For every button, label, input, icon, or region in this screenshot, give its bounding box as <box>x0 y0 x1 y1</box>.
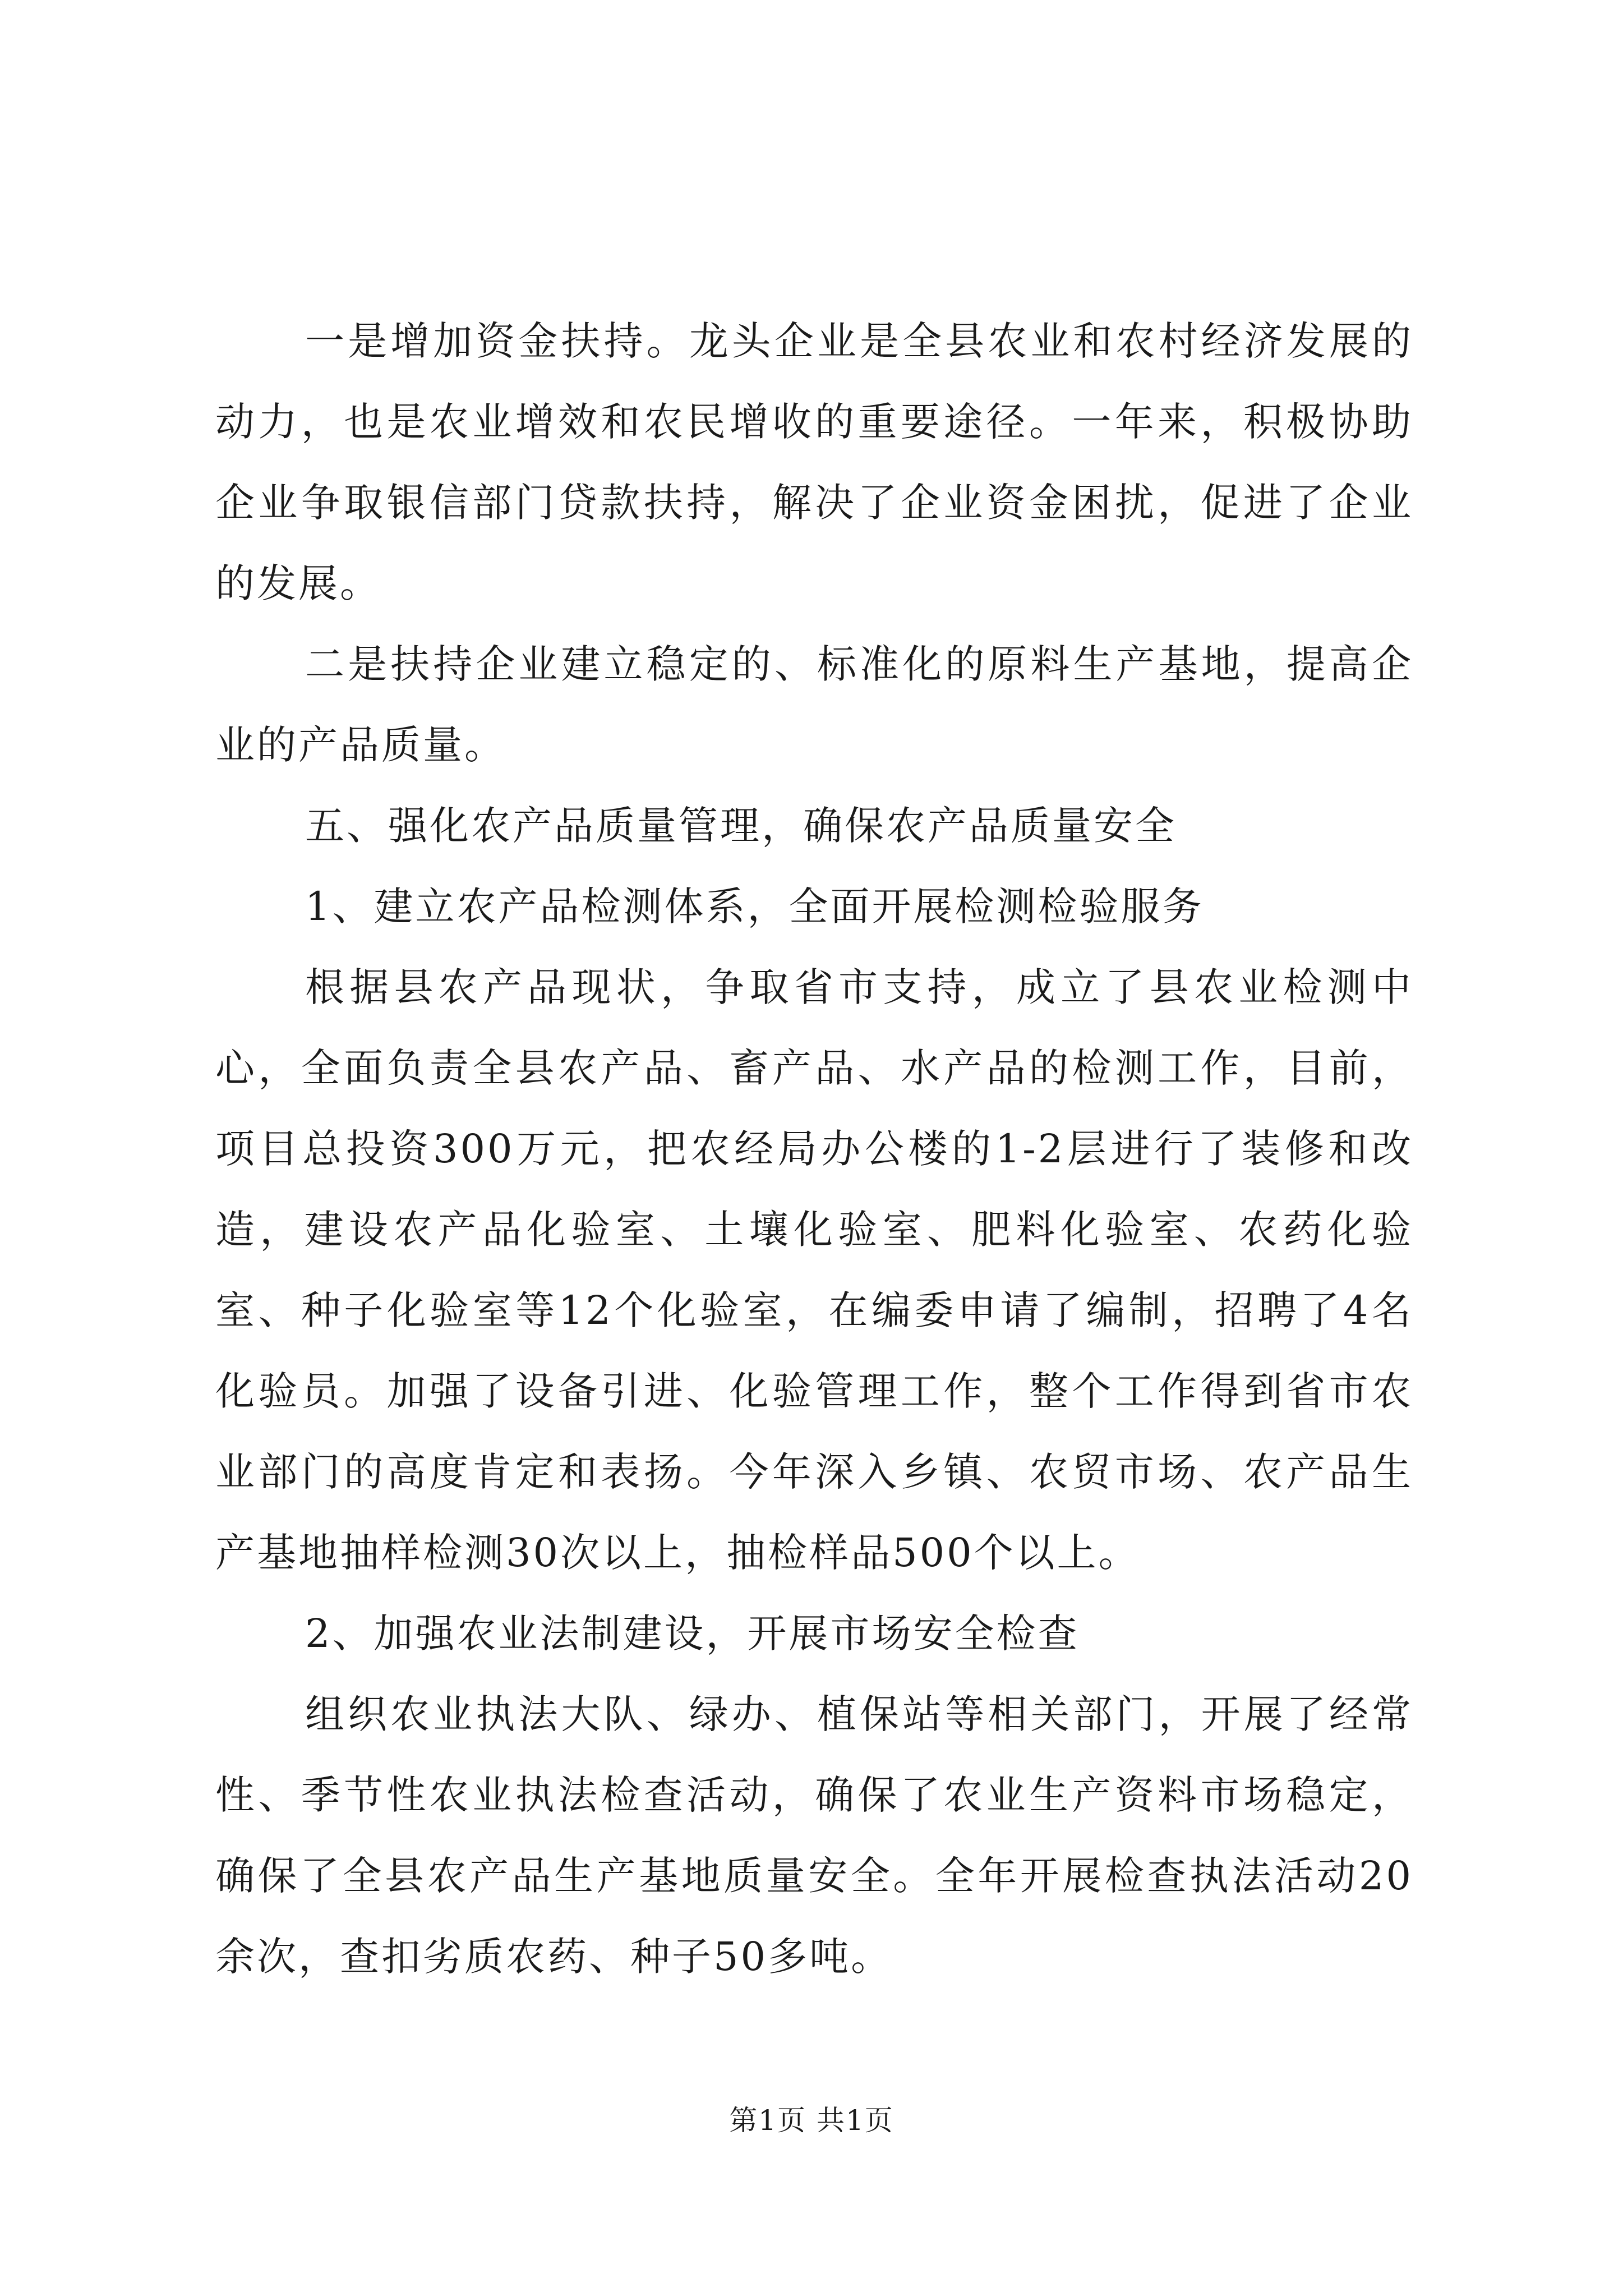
paragraph-testing-center: 根据县农产品现状，争取省市支持，成立了县农业检测中心，全面负责全县农产品、畜产品、水产品的检测工作，目前，项目总投资300万元，把农经局办公楼的1-2层进行了装修和改造，建设农产品化验室、土壤化验室、肥料化验室、农药化验室、种子化验室等12个化验室，在编委申请了编制，招聘了4名化验员。加强了设备引进、化验管理工作，整个工作得到省市农业部门的高度肯定和表扬。今年深入乡镇、农贸市场、农产品生产基地抽样检测30次以上，抽检样品500个以上。 <box>215 964 1413 1576</box>
page-number-footer: 第1页 共1页 <box>729 2104 894 2137</box>
document-body <box>215 301 1413 1997</box>
subheading-legal-construction: 2、加强农业法制建设，开展市场安全检查 <box>305 1611 1080 1657</box>
paragraph-law-enforcement: 组织农业执法大队、绿办、植保站等相关部门，开展了经常性、季节性农业执法检查活动，确保了农业生产资料市场稳定，确保了全县农产品生产基地质量安全。全年开展检查执法活动20余次，查扣劣质农药、种子50多吨。 <box>215 1691 1413 1980</box>
subheading-testing-system: 1、建立农产品检测体系，全面开展检测检验服务 <box>305 884 1204 930</box>
paragraph-production-base: 二是扶持企业建立稳定的、标准化的原料生产基地，提高企业的产品质量。 <box>215 641 1413 768</box>
paragraph-funding-support: 一是增加资金扶持。龙头企业是全县农业和农村经济发展的动力，也是农业增效和农民增收的重要途径。一年来，积极协助企业争取银信部门贷款扶持，解决了企业资金困扰，促进了企业的发展。 <box>215 318 1413 606</box>
section-heading-quality-management: 五、强化农产品质量管理，确保农产品质量安全 <box>305 803 1177 849</box>
